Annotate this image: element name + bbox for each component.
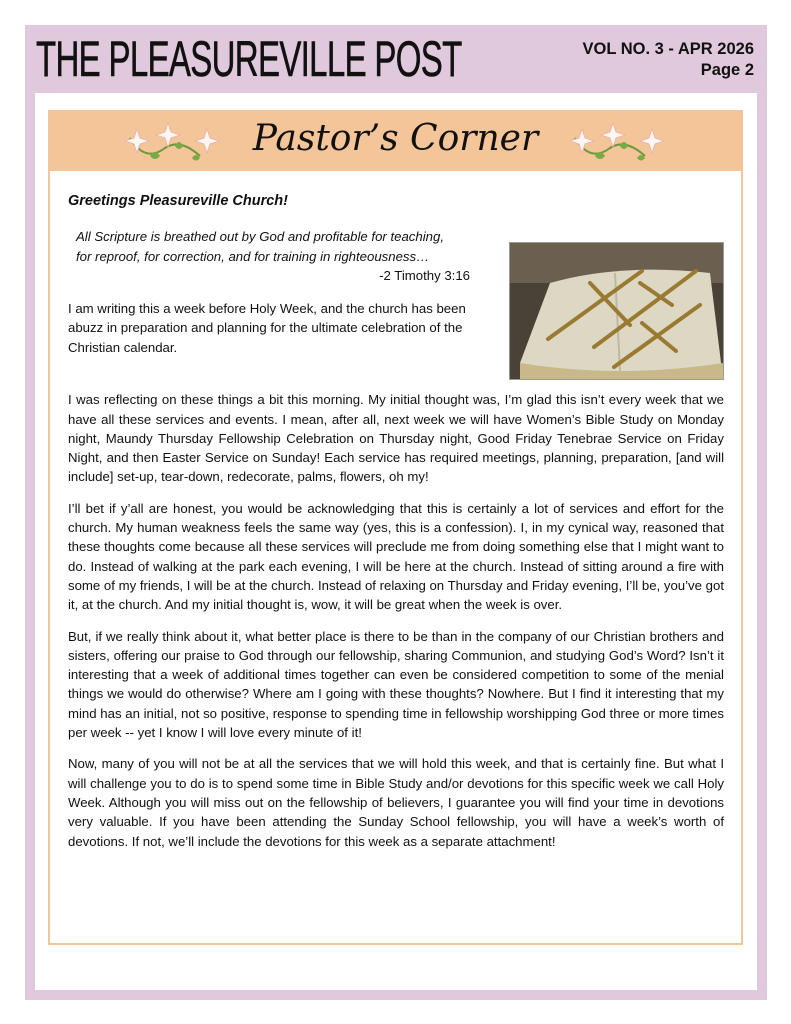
issue-info [583,39,754,81]
quote-line: All Scripture is breathed out by God and profitable for teaching, [76,229,445,245]
bible-crosses-image [509,242,724,380]
paragraph: I’ll bet if y’all are honest, you would be acknowledging that this is certainly a lot of services and effort for the church. My human weakness feels the same way (yes, this is a confession). I, in my cynical way, reasoned that these thoughts come because all these services will preclude me from doing something else that I might want to do. Instead of walking at the park each evening, I will be here at the church. Instead of sitting around a fire with some of my friends, I will be at the church. Instead of relaxing on Thursday and Friday evening, I’ll be, you’ve got it, at the church. And my initial thought is, wow, it will be great when the week is over. [68,500,724,613]
paragraph: But, if we really think about it, what better place is there to be than in the company of our Christian brothers and sisters, offering our praise to God through our fellowship, sharing Communion, and studying God’s Word? Isn’t it interesting that a week of additional times together can even be considered competition to some of the menial things we would do otherwise? Where am I going with these thoughts? Nowhere. But I find it interesting that my mind has an initial, not so positive, response to spending time in fellowship worshipping God three or more times per week -- yet I know I will love every minute of it! [68,628,724,741]
banner-title: Pastor’s Corner [252,118,539,159]
lily-flowers-icon [565,118,665,166]
greeting: Greetings Pleasureville Church! [68,193,288,209]
newsletter-title: THE PLEASUREVILLE POST [36,31,462,87]
quote-line: for reproof, for correction, and for training in righteousness… [76,248,430,264]
article [68,192,724,863]
page-number: Page 2 [700,61,754,79]
quote-reference: -2 Timothy 3:16 [379,267,470,283]
paragraph: Now, many of you will not be at all the services that we will hold this week, and that is certainly fine. But what I will challenge you to do is to spend some time in Bible Study and/or devotions for this specific week we call Holy Week. Although you will miss out on the fellowship of believers, I guarantee you will find your time in devotions very valuable. If you have been attending the Sunday School fellowship, you will have a week’s worth of devotions. If not, we’ll include the devotions for this week as a separate attachment! [68,756,724,849]
paragraph: I am writing this a week before Holy Week, and the church has been abuzz in preparation and planning for the ultimate celebration of the Christian calendar. [68,301,466,355]
scripture-quote [76,227,470,285]
section-banner [48,110,743,171]
volume-label: VOL NO. 3 - APR 2026 [582,40,754,58]
paragraph: I was reflecting on these things a bit this morning. My initial thought was, I’m glad this isn’t every week that we have all these services and events. I mean, after all, next week we will have Women’s Bible Study on Monday night, Maundy Thursday Fellowship Celebration on Thursday night, Good Friday Tenebrae Service on Friday Night, and then Easter Service on Sunday! Each service has required meetings, planning, preparation, [and will include] set-up, tear-down, redecorate, palms, flowers, oh my! [68,392,724,485]
